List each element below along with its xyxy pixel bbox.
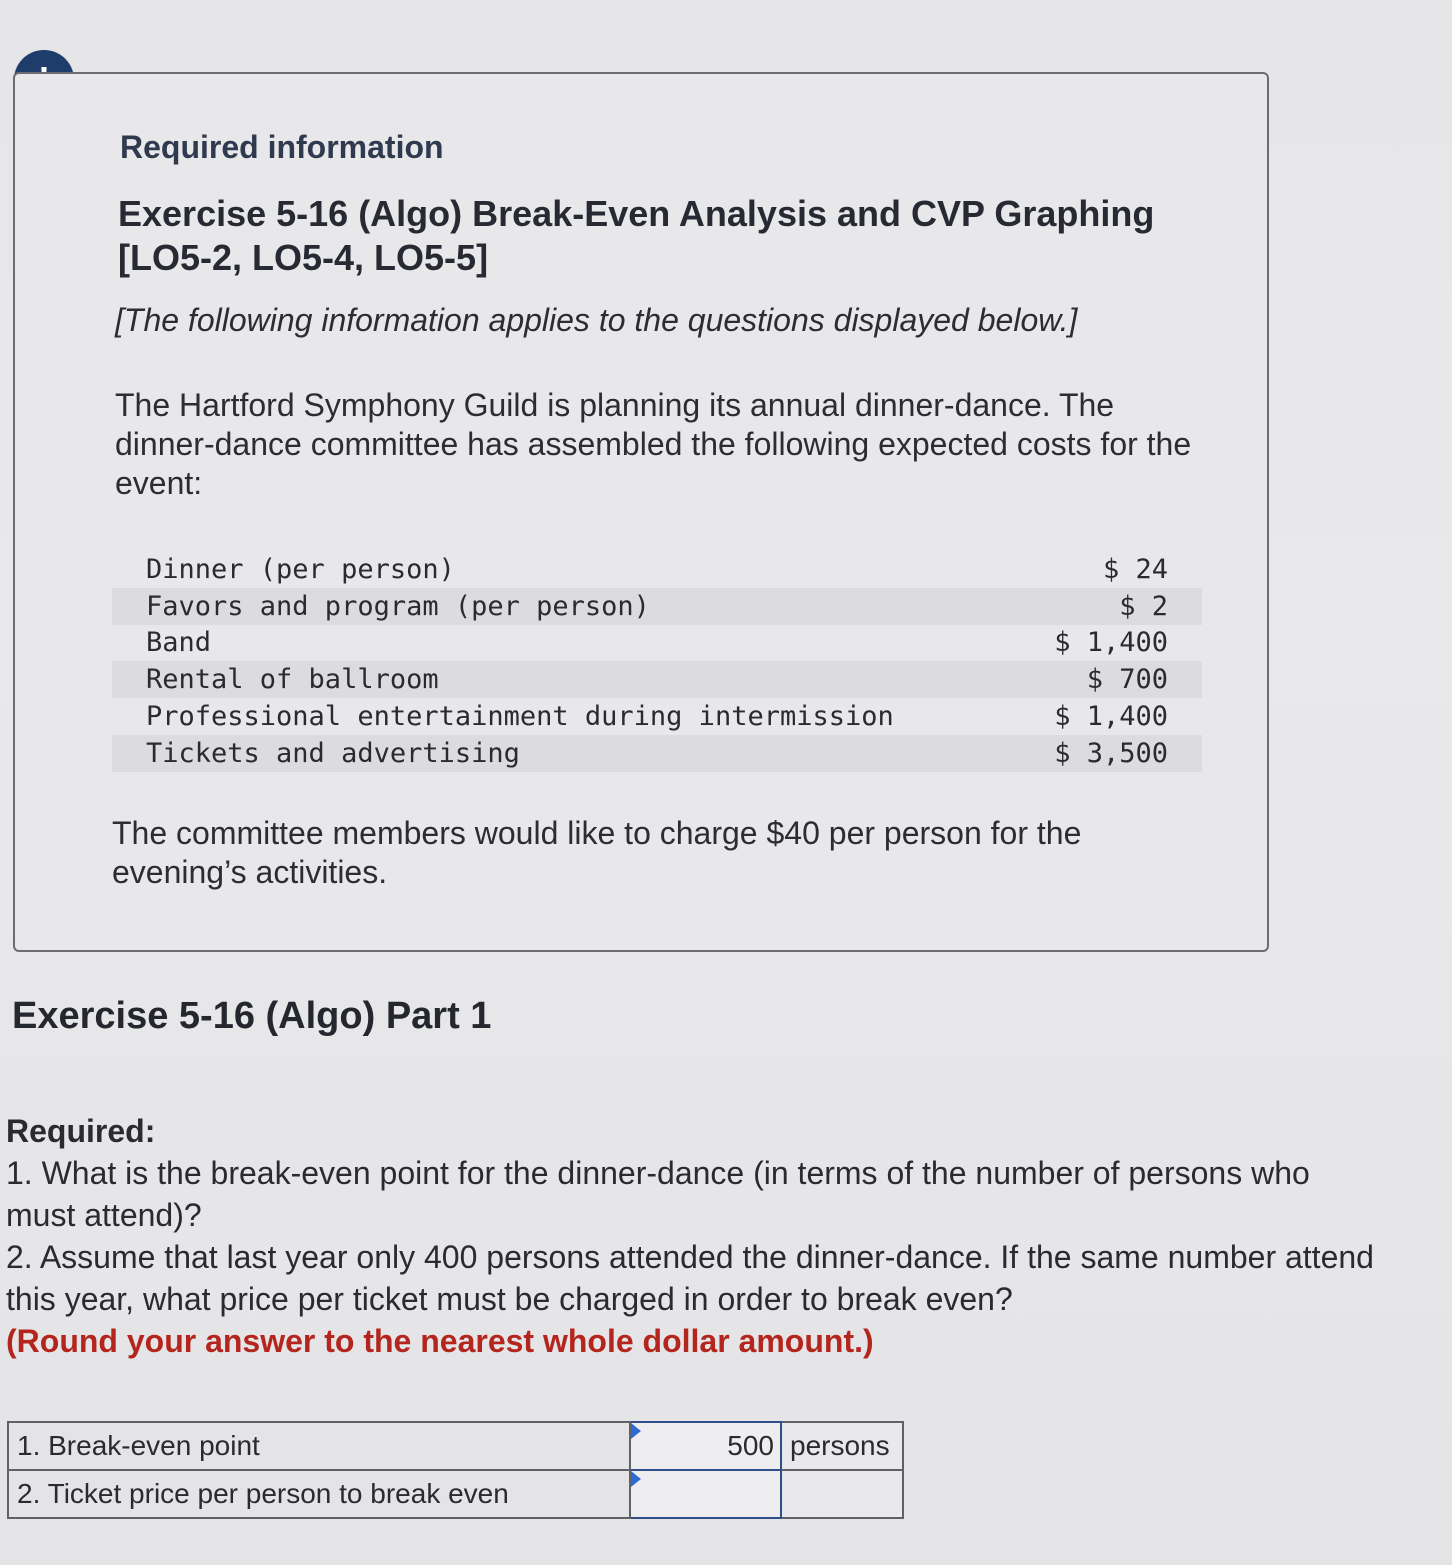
closing-text: The committee members would like to charge $40 per person for the evening’s activities. xyxy=(112,815,1082,890)
answer-unit xyxy=(781,1470,903,1518)
rounding-note: (Round your answer to the nearest whole dollar amount.) xyxy=(6,1323,874,1359)
cost-amount: $ 2 xyxy=(1119,590,1168,622)
input-flag-icon xyxy=(631,1423,641,1439)
answer-unit: persons xyxy=(781,1422,903,1470)
cost-label: Tickets and advertising xyxy=(146,737,520,769)
table-row xyxy=(8,1422,903,1470)
cost-label: Professional entertainment during intermission xyxy=(146,701,894,733)
intro-text: The Hartford Symphony Guild is planning its annual dinner-dance. The dinner-dance committee has assembled the following expected costs for the event: xyxy=(115,387,1192,501)
cost-row xyxy=(112,551,1202,588)
required-label: Required: xyxy=(6,1113,156,1149)
required-information-box xyxy=(13,72,1269,952)
cost-table xyxy=(112,551,1202,772)
table-row xyxy=(8,1470,903,1518)
cost-amount: $ 1,400 xyxy=(1054,627,1168,659)
break-even-input[interactable] xyxy=(630,1422,781,1470)
answer-label: 1. Break-even point xyxy=(8,1422,630,1470)
answer-table xyxy=(7,1421,904,1519)
cost-amount: $ 24 xyxy=(1102,553,1168,585)
cost-row xyxy=(112,625,1202,662)
answer-label: 2. Ticket price per person to break even xyxy=(8,1470,630,1518)
ticket-price-input[interactable] xyxy=(630,1470,781,1518)
exercise-title: Exercise 5-16 (Algo) Break-Even Analysis and CVP Graphing [LO5-2, LO5-4, LO5-5] xyxy=(118,193,1155,278)
info-note: [The following information applies to the questions displayed below.] xyxy=(115,302,1078,338)
cost-amount: $ 1,400 xyxy=(1054,701,1168,733)
cost-label: Favors and program (per person) xyxy=(146,590,650,622)
cost-row xyxy=(112,698,1202,735)
cost-amount: $ 700 xyxy=(1086,664,1168,696)
cost-row xyxy=(112,588,1202,625)
required-info-heading: Required information xyxy=(120,129,444,165)
cost-row xyxy=(112,735,1202,772)
cost-label: Rental of ballroom xyxy=(146,664,439,696)
cost-label: Dinner (per person) xyxy=(146,553,455,585)
question-1: 1. What is the break-even point for the dinner-dance (in terms of the number of persons who must attend)? xyxy=(6,1155,1310,1233)
input-flag-icon xyxy=(631,1471,641,1487)
question-2: 2. Assume that last year only 400 persons attended the dinner-dance. If the same number attend this year, what price per ticket must be charged in order to break even? xyxy=(6,1239,1374,1317)
cost-label: Band xyxy=(146,627,212,659)
cost-amount: $ 3,500 xyxy=(1054,737,1168,769)
cost-row xyxy=(112,661,1202,698)
part-title: Exercise 5-16 (Algo) Part 1 xyxy=(12,995,492,1037)
break-even-value: 500 xyxy=(727,1430,774,1461)
required-section xyxy=(6,1110,1386,1362)
